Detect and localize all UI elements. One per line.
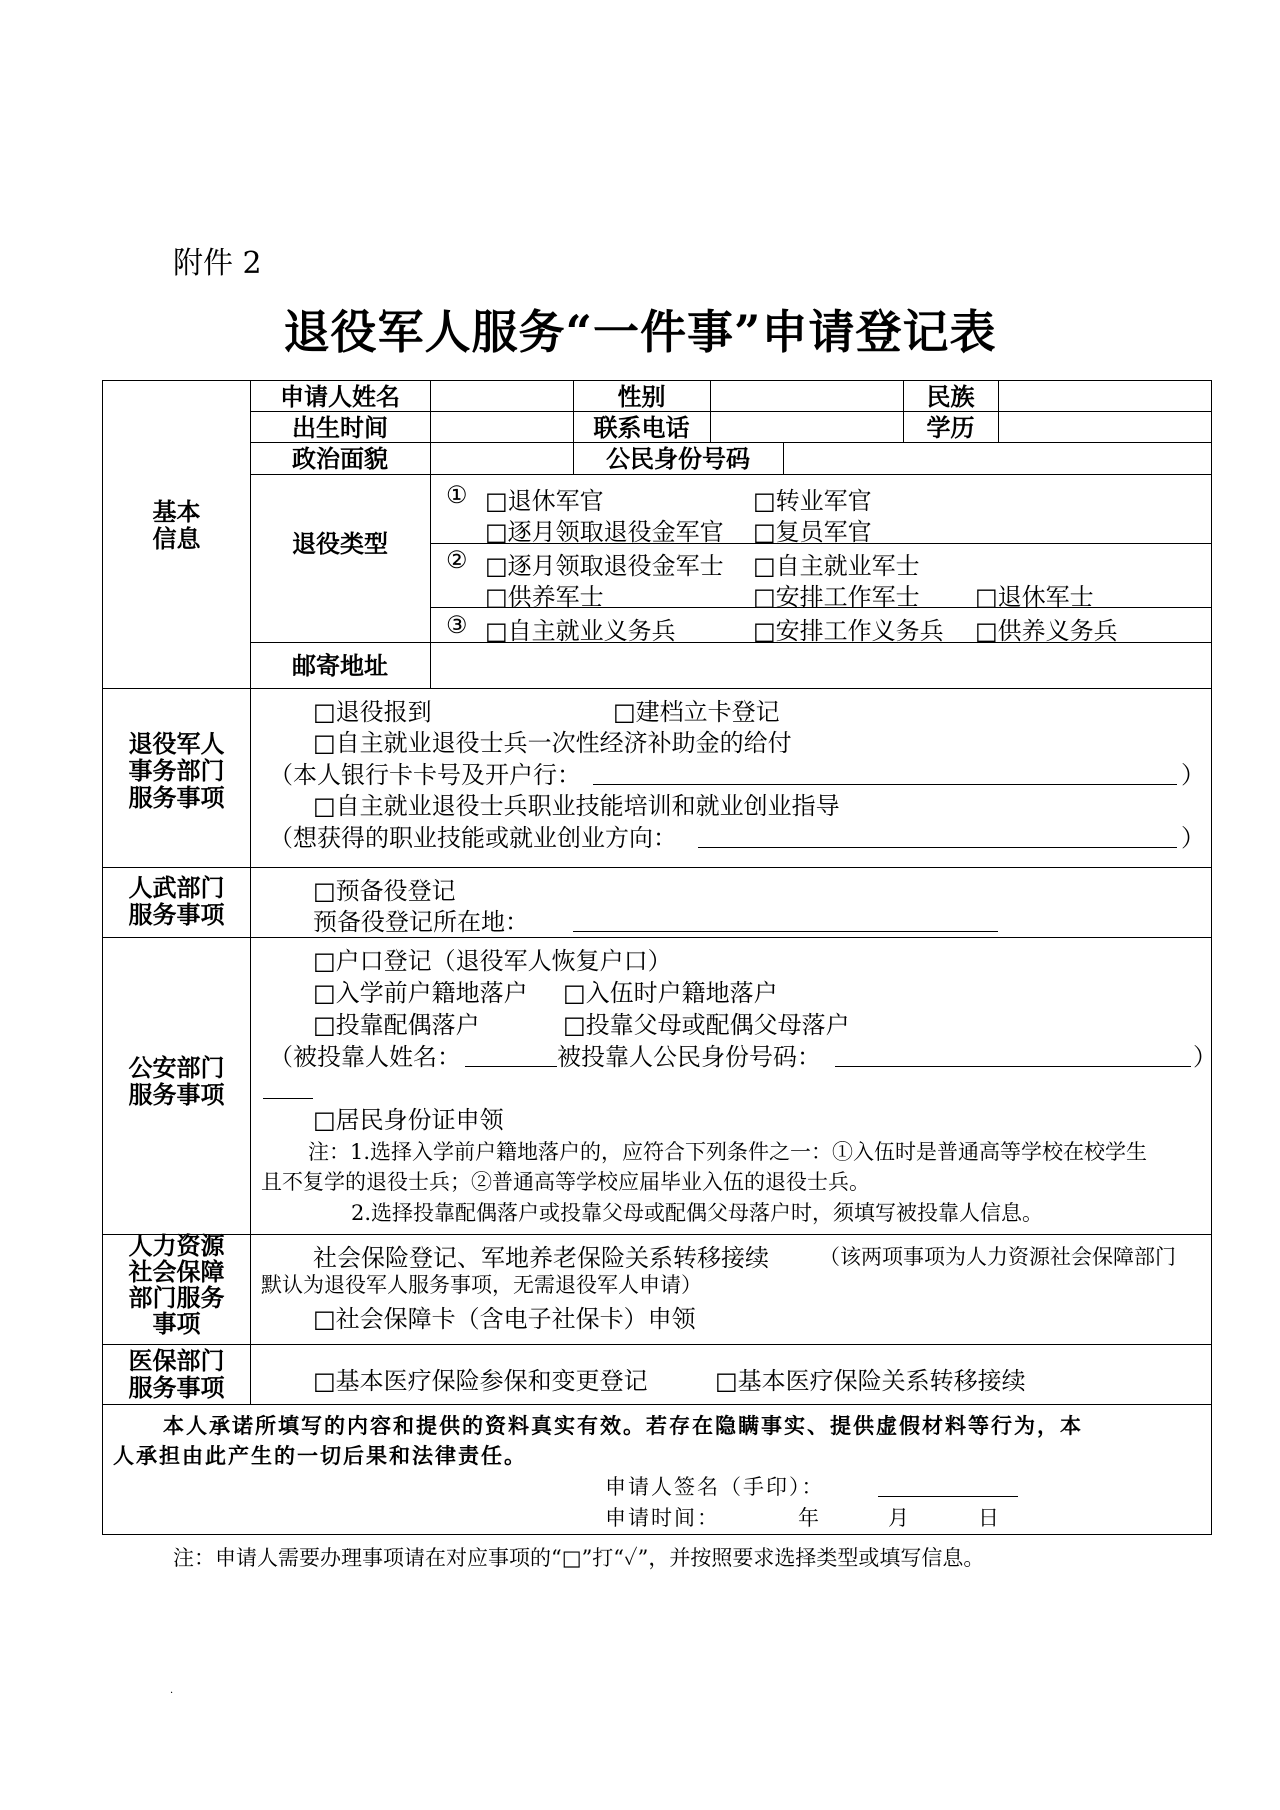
social-insurance-note-2: 默认为退役军人服务事项，无需退役军人申请） bbox=[261, 1273, 702, 1297]
option-social-card[interactable]: □社会保障卡（含电子社保卡）申领 bbox=[313, 1305, 696, 1333]
footnote: 注：申请人需要办理事项请在对应事项的“□”打“✓”，并按照要求选择类型或填写信息。 bbox=[173, 1546, 985, 1570]
bank-info-label: （本人银行卡卡号及开户行： bbox=[269, 761, 581, 789]
section-basic-info: 基本 信息 bbox=[152, 497, 201, 553]
reserve-place-label: 预备役登记所在地： bbox=[313, 908, 529, 936]
signature-label: 申请人签名（手印）： bbox=[605, 1475, 825, 1499]
option-retired-officer[interactable]: □退休军官 bbox=[485, 487, 604, 515]
signature-field[interactable] bbox=[878, 1496, 1018, 1497]
option-id-card[interactable]: □居民身份证申领 bbox=[313, 1106, 504, 1134]
option-monthly-nco[interactable]: □逐月领取退役金军士 bbox=[485, 552, 724, 580]
option-assign-soldier[interactable]: □安排工作义务兵 bbox=[753, 617, 944, 645]
option-medical-enroll[interactable]: □基本医疗保险参保和变更登记 bbox=[313, 1367, 648, 1395]
label-id-number: 公民身份号码 bbox=[606, 444, 750, 473]
section-armed-forces: 人武部门 服务事项 bbox=[128, 873, 225, 929]
option-spouse-hukou[interactable]: □投靠配偶落户 bbox=[313, 1011, 480, 1039]
option-assign-nco[interactable]: □安排工作军士 bbox=[753, 583, 920, 611]
option-reserve[interactable]: □预备役登记 bbox=[313, 877, 456, 905]
page-title: 退役军人服务“一件事”申请登记表 bbox=[283, 305, 997, 359]
option-support-nco[interactable]: □供养军士 bbox=[485, 583, 604, 611]
option-hukou[interactable]: □户口登记（退役军人恢复户口） bbox=[313, 947, 672, 975]
relative-id-label: 被投靠人公民身份号码： bbox=[557, 1043, 821, 1071]
bank-info-close: ） bbox=[1181, 761, 1205, 789]
section-veterans-affairs: 退役军人 事务部门 服务事项 bbox=[128, 729, 225, 812]
option-self-employed-soldier[interactable]: □自主就业义务兵 bbox=[485, 617, 676, 645]
option-medical-transfer[interactable]: □基本医疗保险关系转移接续 bbox=[715, 1367, 1026, 1395]
label-ethnicity: 民族 bbox=[926, 382, 975, 411]
direction-close: ） bbox=[1181, 824, 1205, 852]
option-transfer-officer[interactable]: □转业军官 bbox=[753, 487, 872, 515]
social-insurance-item: 社会保险登记、军地养老保险关系转移接续 bbox=[313, 1244, 769, 1272]
date-year[interactable]: 年 bbox=[798, 1506, 819, 1530]
relative-close: ） bbox=[1193, 1043, 1217, 1071]
label-gender: 性别 bbox=[617, 382, 666, 411]
section-hr: 人力资源 社会保障 部门服务 事项 bbox=[128, 1231, 225, 1338]
group1-marker: ① bbox=[446, 481, 468, 509]
option-subsidy[interactable]: □自主就业退役士兵一次性经济补助金的给付 bbox=[313, 729, 792, 757]
option-self-employed-nco[interactable]: □自主就业军士 bbox=[753, 552, 920, 580]
label-political-status: 政治面貌 bbox=[292, 444, 388, 473]
option-report[interactable]: □退役报到 bbox=[313, 698, 432, 726]
reserve-place-field[interactable] bbox=[573, 931, 998, 932]
group3-marker: ③ bbox=[446, 611, 468, 639]
attachment-label: 附件 2 bbox=[173, 246, 262, 281]
option-retired-nco[interactable]: □退休军士 bbox=[975, 583, 1094, 611]
section-police: 公安部门 服务事项 bbox=[128, 1053, 225, 1109]
date-label: 申请时间： bbox=[605, 1506, 720, 1530]
pledge-line-2: 人承担由此产生的一切后果和法律责任。 bbox=[113, 1443, 527, 1468]
option-monthly-officer[interactable]: □逐月领取退役金军官 bbox=[485, 518, 724, 546]
relative-name-field[interactable] bbox=[465, 1066, 557, 1067]
label-education: 学历 bbox=[926, 413, 975, 442]
date-day[interactable]: 日 bbox=[978, 1506, 999, 1530]
label-phone: 联系电话 bbox=[593, 413, 690, 442]
relative-id-field[interactable] bbox=[835, 1066, 1191, 1067]
bottom-mark: · bbox=[170, 1688, 174, 1699]
direction-label: （想获得的职业技能或就业创业方向： bbox=[269, 824, 677, 852]
section-medical: 医保部门 服务事项 bbox=[128, 1346, 225, 1402]
pledge-line-1: 本人承诺所填写的内容和提供的资料真实有效。若存在隐瞒事实、提供虚假材料等行为，本 bbox=[163, 1413, 1083, 1438]
relative-name-label: （被投靠人姓名： bbox=[269, 1043, 461, 1071]
option-file-card[interactable]: □建档立卡登记 bbox=[613, 698, 780, 726]
option-demob-officer[interactable]: □复员军官 bbox=[753, 518, 872, 546]
date-month[interactable]: 月 bbox=[888, 1506, 909, 1530]
relative-id-field-continued[interactable] bbox=[263, 1098, 313, 1099]
police-note-2: 2.选择投靠配偶落户或投靠父母或配偶父母落户时，须填写被投靠人信息。 bbox=[351, 1201, 1044, 1225]
option-enlist-hukou[interactable]: □入伍时户籍地落户 bbox=[563, 979, 778, 1007]
label-mail-address: 邮寄地址 bbox=[292, 651, 388, 680]
label-applicant-name: 申请人姓名 bbox=[280, 382, 400, 411]
group2-marker: ② bbox=[446, 546, 468, 574]
option-pre-school-hukou[interactable]: □入学前户籍地落户 bbox=[313, 979, 528, 1007]
direction-field[interactable] bbox=[698, 847, 1177, 848]
option-training[interactable]: □自主就业退役士兵职业技能培训和就业创业指导 bbox=[313, 792, 840, 820]
social-insurance-note-1: （该两项事项为人力资源社会保障部门 bbox=[819, 1245, 1176, 1269]
police-note-1b: 且不复学的退役士兵；②普通高等学校应届毕业入伍的退役士兵。 bbox=[261, 1170, 870, 1194]
police-note-1a: 注：1.选择入学前户籍地落户的，应符合下列条件之一：①入伍时是普通高等学校在校学生 bbox=[308, 1140, 1148, 1164]
registration-form bbox=[102, 380, 1217, 1535]
option-parents-hukou[interactable]: □投靠父母或配偶父母落户 bbox=[563, 1011, 850, 1039]
label-retire-type: 退役类型 bbox=[292, 529, 388, 558]
bank-info-field[interactable] bbox=[593, 784, 1177, 785]
label-birth-date: 出生时间 bbox=[292, 413, 388, 442]
option-support-soldier[interactable]: □供养义务兵 bbox=[975, 617, 1118, 645]
